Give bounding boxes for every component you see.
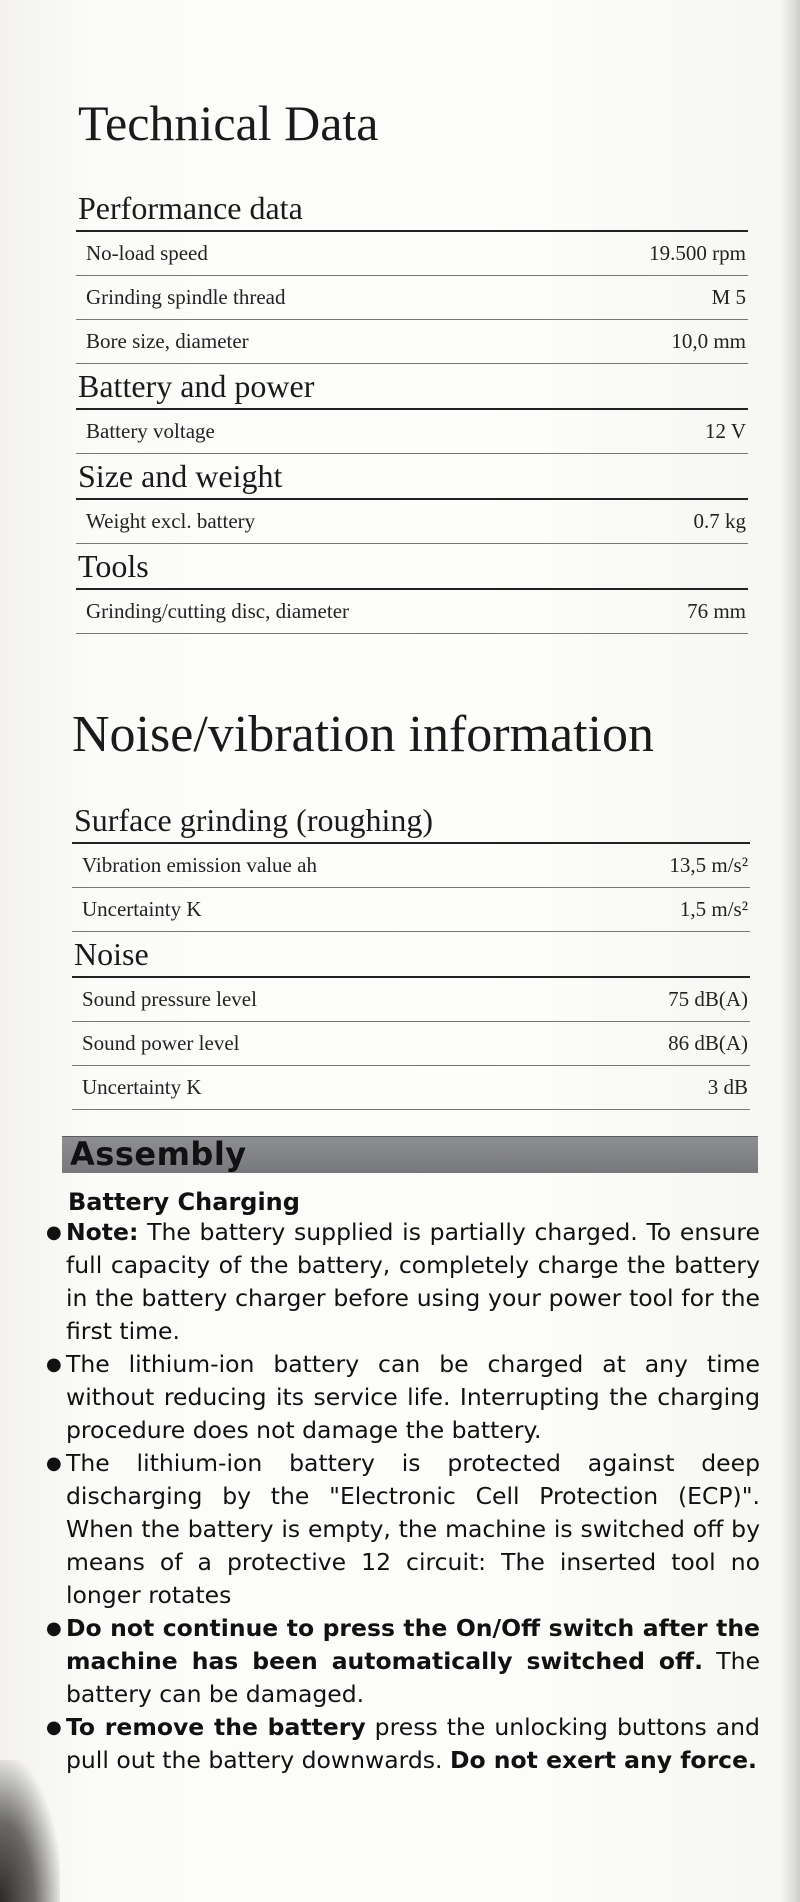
assembly-heading-bar	[62, 1136, 758, 1173]
list-item	[48, 1711, 760, 1777]
section-heading-battery: Battery and power	[76, 364, 748, 410]
battery-charging-heading: Battery Charging	[68, 1188, 300, 1216]
row-value: 3 dB	[707, 1075, 748, 1099]
table-row	[76, 232, 748, 276]
row-label: Uncertainty K	[82, 897, 202, 921]
bullet-text: The lithium-ion battery is protected against deep discharging by the "Electronic Cell Protection (ECP)". When the battery is empty, the machine is switched off by means of a protective 12 circuit: The inserted tool no longer rotates	[66, 1449, 760, 1609]
row-label: Battery voltage	[86, 419, 215, 443]
row-label: Grinding/cutting disc, diameter	[86, 599, 350, 623]
row-label: Uncertainty K	[82, 1075, 202, 1099]
table-row	[76, 590, 748, 634]
corner-shadow	[0, 1760, 60, 1902]
list-item	[48, 1612, 760, 1711]
bullet-bold-tail: Do not exert any force.	[449, 1746, 757, 1774]
row-label: Weight excl. battery	[86, 509, 256, 533]
bullet-bold-lead: To remove the battery	[66, 1713, 366, 1741]
table-row	[72, 844, 750, 888]
row-label: No-load speed	[86, 241, 208, 265]
row-value: M 5	[711, 285, 746, 309]
table-row	[76, 320, 748, 364]
row-value: 86 dB(A)	[668, 1031, 748, 1055]
row-label: Vibration emission value ah	[82, 853, 317, 877]
list-item	[48, 1216, 760, 1348]
technical-data-title: Technical Data	[78, 95, 379, 151]
section-heading-size: Size and weight	[76, 454, 748, 500]
bullet-text: The battery can be damaged.	[66, 1647, 760, 1708]
section-heading-noise: Noise	[72, 932, 750, 978]
table-row	[76, 410, 748, 454]
table-row	[72, 1022, 750, 1066]
row-value: 75 dB(A)	[668, 987, 748, 1011]
section-heading-tools: Tools	[76, 544, 748, 590]
row-label: Sound pressure level	[82, 987, 257, 1011]
row-label: Sound power level	[82, 1031, 240, 1055]
table-row	[72, 978, 750, 1022]
section-heading-performance: Performance data	[76, 186, 748, 232]
row-label: Bore size, diameter	[86, 329, 249, 353]
row-label: Grinding spindle thread	[86, 285, 286, 309]
assembly-bullet-list	[48, 1216, 760, 1777]
row-value: 19.500 rpm	[649, 241, 746, 265]
row-value: 12 V	[704, 419, 746, 443]
noise-vibration-title: Noise/vibration information	[72, 706, 655, 763]
section-heading-surface-grinding: Surface grinding (roughing)	[72, 798, 750, 844]
table-row	[72, 888, 750, 932]
table-row	[72, 1066, 750, 1110]
technical-data-table	[76, 186, 748, 634]
row-value: 1,5 m/s²	[679, 897, 748, 921]
bullet-text: The lithium-ion battery can be charged at any time without reducing its service life. Interrupting the charging procedure does not damage the battery.	[66, 1350, 760, 1444]
row-value: 13,5 m/s²	[669, 853, 748, 877]
noise-vibration-table	[72, 798, 750, 1110]
list-item	[48, 1447, 760, 1612]
row-value: 0.7 kg	[693, 509, 746, 533]
table-row	[76, 500, 748, 544]
bullet-text: press the unlocking buttons and pull out the battery downwards.	[66, 1713, 760, 1774]
row-value: 76 mm	[687, 599, 746, 623]
row-value: 10,0 mm	[671, 329, 746, 353]
bullet-bold-lead: Note:	[66, 1218, 139, 1246]
table-row	[76, 276, 748, 320]
list-item	[48, 1348, 760, 1447]
bullet-text: The battery supplied is partially charged. To ensure full capacity of the battery, completely charge the battery in the battery charger before using your power tool for the first time.	[66, 1218, 760, 1345]
page-edge-shadow	[780, 0, 800, 1902]
bullet-bold-lead: Do not continue to press the On/Off switch after the machine has been automatically switched off.	[66, 1614, 760, 1675]
assembly-heading: Assembly	[70, 1135, 247, 1173]
